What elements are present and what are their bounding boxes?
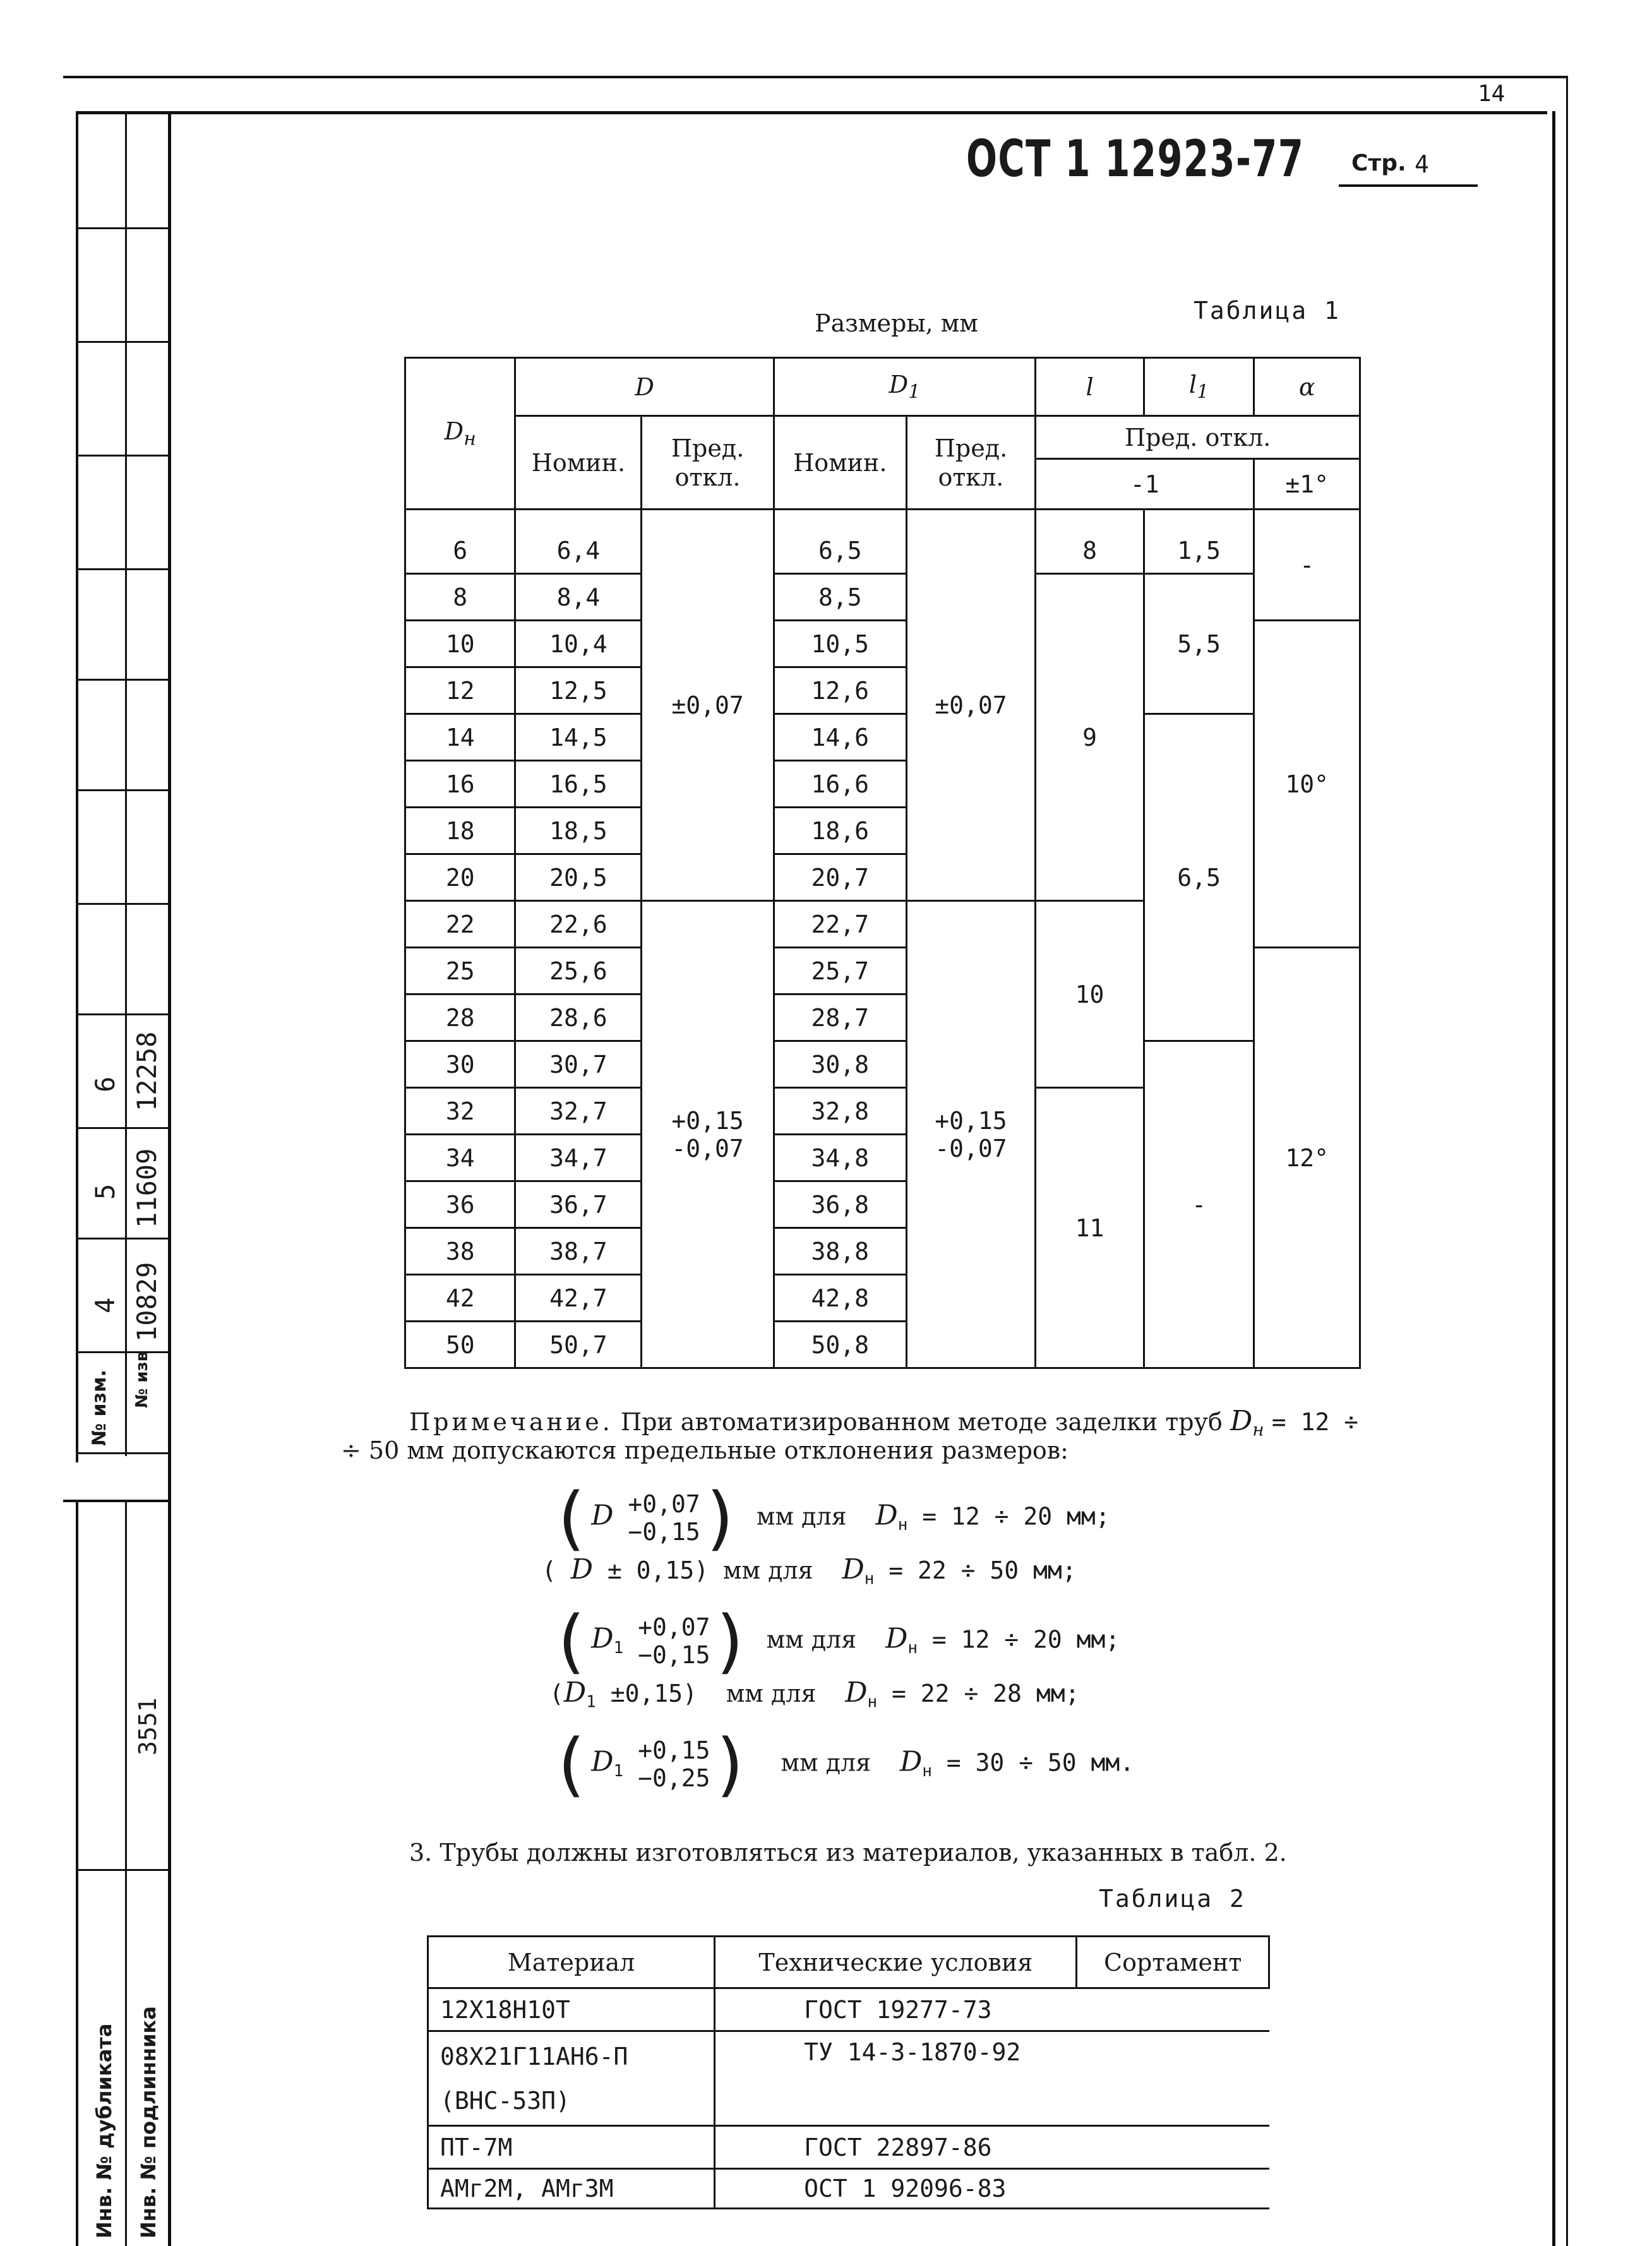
table1-caption: Таблица 1 — [1194, 297, 1341, 325]
l1-val-1-5: 1,5 — [1144, 529, 1254, 574]
formula-3: ($D_1 +0,07$ −0,15) мм для $D_н = 12 \div 20$ мм; — [549, 1601, 1120, 1682]
hdr-d1-nomin: Номин. — [774, 416, 906, 510]
d1-nom-cell: 16,6 — [774, 761, 906, 808]
d-nom-cell: 50,7 — [515, 1322, 642, 1368]
d1-nom-cell: 25,7 — [774, 948, 906, 995]
col-d: D — [515, 358, 774, 416]
alpha-val-12: 12° — [1254, 948, 1360, 1368]
d1-nom-cell: 50,8 — [774, 1322, 906, 1368]
izm-6: 6 — [90, 1076, 121, 1092]
dn-cell: 38 — [405, 1228, 515, 1275]
t2-material: ПТ-7М — [428, 2126, 715, 2169]
izv-10829: 10829 — [131, 1262, 162, 1342]
dn-cell: 32 — [405, 1088, 515, 1135]
izv-11609: 11609 — [131, 1148, 162, 1228]
formula-4: $(D_1 \pm 0,15)$ мм для $D_н = 22 \div 28$ мм; — [549, 1676, 1080, 1712]
d-nom-cell: 20,5 — [515, 854, 642, 901]
orig-label: Инв. № подлинника — [136, 2006, 160, 2238]
d1-nom-cell: 10,5 — [774, 621, 906, 667]
d-nom-cell: 28,6 — [515, 995, 642, 1041]
dn-cell: 20 — [405, 854, 515, 901]
d1-tol-a: ±0,07 — [935, 691, 1007, 719]
header-underline — [1339, 184, 1478, 187]
t2-hdr-sortament: Сортамент — [1077, 1937, 1269, 1988]
d1-nom-cell: 20,7 — [774, 854, 906, 901]
col-l: l — [1036, 358, 1144, 416]
col-alpha: α — [1254, 358, 1360, 416]
hdr-d-pred: Пред. откл. — [642, 416, 774, 510]
table-1 — [404, 357, 1361, 1369]
d1-tol-b: +0,15 -0,07 — [906, 901, 1036, 1368]
l-val-11: 11 — [1036, 1088, 1144, 1368]
d1-nom-cell: 32,8 — [774, 1088, 906, 1135]
formula-5: ($D_1 +0,15$ −0,25) мм для $D_н = 30 \div 50$ мм. — [549, 1724, 1135, 1805]
hdr-d1-pred: Пред. откл. — [906, 416, 1036, 510]
dn-cell: 25 — [405, 948, 515, 995]
d1-nom-cell: 28,7 — [774, 995, 906, 1041]
col-dn: $D_н$ — [405, 358, 515, 510]
dn-cell: 10 — [405, 621, 515, 667]
doc-number: ОСТ 1 12923-77 — [966, 129, 1305, 188]
note-line-1: Примечание. При автоматизированном методе заделки труб $D_н = 12$ ÷ — [409, 1405, 1359, 1440]
dn-cell: 42 — [405, 1275, 515, 1322]
t2-spec: ОСТ 1 92096-83 — [715, 2169, 1269, 2209]
d-nom-cell: 18,5 — [515, 808, 642, 854]
dn-cell: 16 — [405, 761, 515, 808]
d-nom-cell: 10,4 — [515, 621, 642, 667]
page-label-number: 4 — [1415, 150, 1429, 178]
d1-nom-cell: 6,5 — [774, 529, 906, 574]
d1-nom-cell: 34,8 — [774, 1135, 906, 1181]
l1-val-dash: - — [1144, 1041, 1254, 1368]
page-label: Стр. — [1351, 150, 1406, 176]
d-nom-cell: 38,7 — [515, 1228, 642, 1275]
t2-spec: ГОСТ 19277-73 — [715, 1988, 1269, 2031]
izm-label: № изм. — [88, 1370, 111, 1446]
formula-2: ( D ± 0,15) мм для $D_н = 22 \div 50$ мм; — [542, 1553, 1077, 1589]
dn-cell: 6 — [405, 529, 515, 574]
l-val-10: 10 — [1036, 901, 1144, 1088]
formula-1: (D +0,07 −0,15) мм для $D_н = 12 \div 20$ мм; — [549, 1478, 1110, 1558]
d1-nom-cell: 38,8 — [774, 1228, 906, 1275]
l1-val-6-5: 6,5 — [1144, 714, 1254, 1041]
izv-12258: 12258 — [131, 1031, 162, 1111]
note-line-2: ÷ 50 мм допускаются предельные отклонения размеров: — [341, 1437, 1068, 1464]
d-nom-cell: 8,4 — [515, 574, 642, 621]
hdr-minus1: -1 — [1036, 459, 1254, 510]
dn-cell: 50 — [405, 1322, 515, 1368]
dn-cell: 12 — [405, 667, 515, 714]
col-d1: $D_1$ — [774, 358, 1035, 416]
t2-material: 12Х18Н10Т — [428, 1988, 715, 2031]
d1-nom-cell: 36,8 — [774, 1181, 906, 1228]
d-nom-cell: 30,7 — [515, 1041, 642, 1088]
izv-label: № изв — [133, 1351, 152, 1408]
t2-hdr-material: Материал — [428, 1937, 715, 1988]
dup-label: Инв. № дубликата — [92, 2023, 116, 2238]
d-tol-a: ±0,07 — [671, 691, 744, 719]
l-val-9: 9 — [1036, 574, 1144, 901]
d1-nom-cell: 42,8 — [774, 1275, 906, 1322]
t2-material: 08Х21Г11АН6-П (ВНС-53П) — [428, 2031, 715, 2126]
inner-top-line — [76, 111, 1547, 114]
d-nom-cell: 12,5 — [515, 667, 642, 714]
table2-caption: Таблица 2 — [1099, 1885, 1246, 1913]
dn-cell: 34 — [405, 1135, 515, 1181]
dn-cell: 18 — [405, 808, 515, 854]
d-tol-b: +0,15 -0,07 — [642, 901, 774, 1368]
d-nom-cell: 22,6 — [515, 901, 642, 948]
d-nom-cell: 16,5 — [515, 761, 642, 808]
dn-cell: 30 — [405, 1041, 515, 1088]
d1-nom-cell: 12,6 — [774, 667, 906, 714]
d1-nom-cell: 8,5 — [774, 574, 906, 621]
t2-hdr-spec: Технические условия — [715, 1937, 1077, 1988]
t2-spec: ГОСТ 22897-86 — [715, 2126, 1269, 2169]
top-border-line — [63, 76, 1566, 78]
d1-nom-cell: 18,6 — [774, 808, 906, 854]
alpha-val-dash: - — [1300, 551, 1315, 579]
izm-4: 4 — [90, 1297, 121, 1313]
d-nom-cell: 36,7 — [515, 1181, 642, 1228]
right-border-line — [1552, 111, 1555, 2246]
hdr-plus1deg: ±1° — [1254, 459, 1360, 510]
dn-cell: 22 — [405, 901, 515, 948]
d-nom-cell: 42,7 — [515, 1275, 642, 1322]
col-l1: $l_1$ — [1144, 358, 1254, 416]
d1-nom-cell: 14,6 — [774, 714, 906, 761]
page-number: 14 — [1478, 81, 1505, 107]
dn-cell: 14 — [405, 714, 515, 761]
t2-spec: ТУ 14-3-1870-92 — [715, 2031, 1269, 2126]
d-nom-cell: 14,5 — [515, 714, 642, 761]
orig-inv-value: 3551 — [134, 1697, 162, 1755]
d-nom-cell: 6,4 — [515, 529, 642, 574]
d1-nom-cell: 30,8 — [774, 1041, 906, 1088]
dn-cell: 28 — [405, 995, 515, 1041]
dn-cell: 8 — [405, 574, 515, 621]
t2-material: АМг2М, АМг3М — [428, 2169, 715, 2209]
d-nom-cell: 32,7 — [515, 1088, 642, 1135]
hdr-d-nomin: Номин. — [515, 416, 642, 510]
l1-val-5-5: 5,5 — [1144, 574, 1254, 714]
d-nom-cell: 25,6 — [515, 948, 642, 995]
alpha-val-10: 10° — [1254, 621, 1360, 948]
hdr-pred-otkl: Пред. откл. — [1036, 416, 1360, 459]
dn-cell: 36 — [405, 1181, 515, 1228]
d-nom-cell: 34,7 — [515, 1135, 642, 1181]
d1-nom-cell: 22,7 — [774, 901, 906, 948]
table-2 — [427, 1935, 1270, 2209]
paragraph-3: 3. Трубы должны изготовляться из материалов, указанных в табл. 2. — [409, 1839, 1287, 1867]
outer-right-line — [1566, 76, 1568, 2246]
izm-5: 5 — [90, 1183, 121, 1200]
l-val-8: 8 — [1036, 529, 1144, 574]
table1-units: Размеры, мм — [815, 309, 978, 337]
